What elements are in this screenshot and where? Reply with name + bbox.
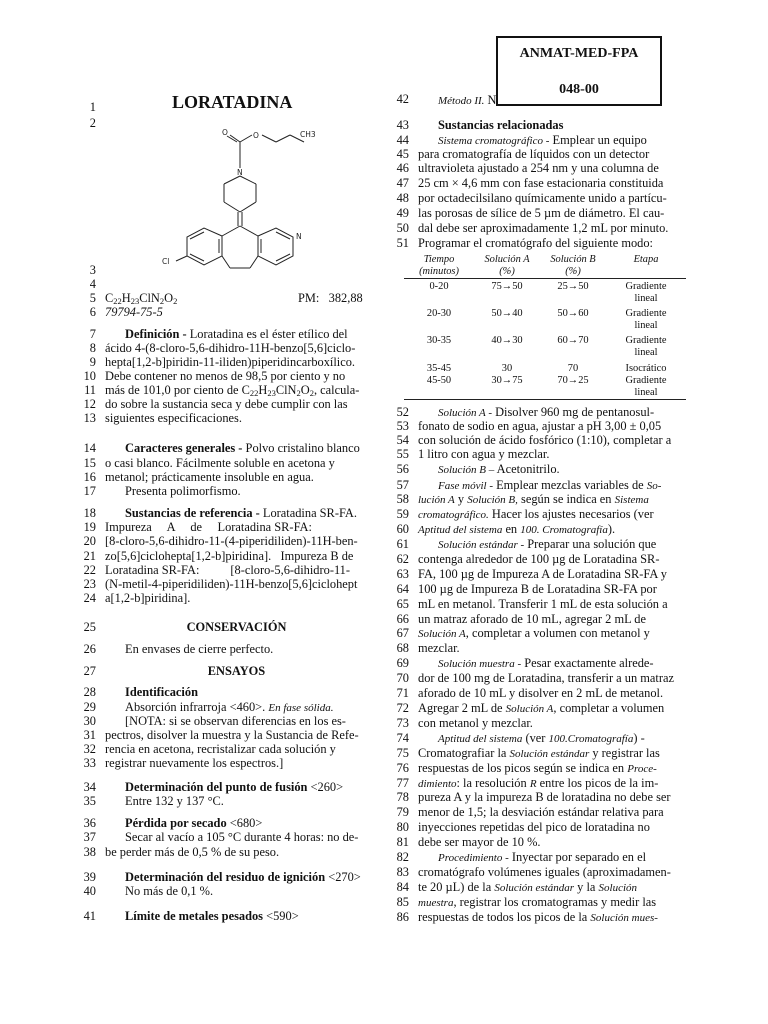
sistema-line-8: Programar el cromatógrafo del siguiente modo: <box>418 236 654 250</box>
procedimiento-line-4: muestra, registrar los cromatogramas y medir las <box>418 895 657 909</box>
left-line-numbers: 1 2 3 4 5 6 7 8 9 10 11 12 13 14 15 16 17 18 19 20 21 22 23 24 25 26 27 28 29 30 31 32 33 34 35 36 37 38 39 40 41 <box>83 100 96 923</box>
sustancias-line-1: Sustancias de referencia - Loratadina SR-FA. <box>125 506 357 520</box>
conservacion-heading: CONSERVACIÓN <box>186 620 287 634</box>
perdida-line-1: Secar al vacío a 105 °C durante 4 horas: no de- <box>125 830 359 844</box>
table-row: 45-50 30→75 70→25 Gradiente lineal <box>404 375 686 400</box>
aptitud-line-1: Aptitud del sistema (ver 100.Cromatografía) - <box>438 731 645 745</box>
definition-line-7: siguientes especificaciones. <box>105 411 242 425</box>
molecular-weight: PM: 382,88 <box>298 291 363 305</box>
solucion-estandar-line-3: FA, 100 µg de Impureza A de Loratadina SR-FA y <box>418 567 667 581</box>
ensayos-heading: ENSAYOS <box>207 664 266 678</box>
solucion-estandar-line-4: 100 µg de Impureza B de Loratadina SR-FA por <box>418 582 657 596</box>
definition-line-1: Definición - Loratadina es el éster etílico del <box>125 327 348 341</box>
gradient-table <box>404 254 686 400</box>
solucion-estandar-line-7: Solución A, completar a volumen con metanol y <box>418 626 650 640</box>
molecular-formula: $C_{22}H_{23}ClN_2O_2$ <box>105 291 178 306</box>
perdida-line-2: be perder más de 0,5 % de su peso. <box>105 845 280 859</box>
caracteres-line-3: metanol; prácticamente insoluble en agua. <box>105 470 314 484</box>
cas-number: 79794-75-5 <box>105 305 163 319</box>
solucion-estandar-line-6: un matraz aforado de 10 mL, agregar 2 mL de <box>418 612 646 626</box>
solucion-estandar-line-1: Solución estándar - Preparar una solución que <box>438 537 657 551</box>
ch3-label: CH3 <box>300 130 316 139</box>
document-code: ANMAT-MED-FPA <box>519 46 639 61</box>
document-number: 048-00 <box>559 82 599 97</box>
aptitud-line-8: debe ser mayor de 10 %. <box>418 835 541 849</box>
fase-movil-line-2: lución A y Solución B, según se indica en Sistema <box>418 492 649 506</box>
left-column <box>105 0 368 1024</box>
definition-line-4: Debe contener no menos de 98,5 por ciento y no <box>105 369 346 383</box>
table-row: 0-20 75→50 25→50 Gradiente lineal <box>429 281 667 304</box>
solucion-a-line-2: fonato de sodio en agua, ajustar a pH 3,00 ± 0,05 <box>418 419 662 433</box>
identificacion-line-1: Absorción infrarroja <460>. En fase sólida. <box>125 700 334 714</box>
sistema-line-3: ultravioleta ajustado a 254 nm y una columna de <box>418 161 659 175</box>
cl-label: Cl <box>162 257 170 266</box>
aptitud-line-7: inyecciones repetidas del pico de loratadina no <box>418 820 650 834</box>
aptitud-line-3: respuestas de los picos según se indica en Proce- <box>418 761 657 775</box>
caracteres-line-1: Caracteres generales - Polvo cristalino blanco <box>125 441 360 455</box>
caracteres-line-4: Presenta polimorfismo. <box>125 484 241 498</box>
page-title: LORATADINA <box>172 92 293 112</box>
right-line-numbers: 42 43 44 45 46 47 48 49 50 51 52 53 54 55 56 57 58 59 60 61 62 63 64 65 66 67 68 69 70 71 72 73 74 75 76 77 78 79 80 81 82 83 84 85 86 <box>396 92 409 924</box>
solucion-estandar-line-5: mL en metanol. Transferir 1 mL de esta solución a <box>418 597 668 611</box>
solucion-a-line-1: Solución A - Disolver 960 mg de pentanosul- <box>438 405 655 419</box>
residuo-heading: Determinación del residuo de ignición <270> <box>125 870 361 884</box>
metodo-line: Método II. N <box>438 93 497 107</box>
procedimiento-line-1: Procedimiento - Inyectar por separado en el <box>438 850 647 864</box>
solucion-muestra-line-5: con metanol y mezclar. <box>418 716 533 730</box>
solucion-a-line-3: con solución de ácido fosfórico (1:10), completar a <box>418 433 672 447</box>
definition-line-5: más de 101,0 por ciento de $C_{22}H_{23}ClN_2O_2$, calcula- <box>105 383 360 398</box>
sustancias-line-3: [8-cloro-5,6-dihidro-11-(4-piperidiliden)-11H-ben- <box>105 534 358 548</box>
fase-movil-line-1: Fase móvil - Emplear mezclas variables de So- <box>438 478 662 492</box>
sustancias-line-2: Impureza A de Loratadina SR-FA: <box>105 520 312 534</box>
identificacion-line-3: pectros, disolver la muestra y la Sustancia de Refe- <box>105 728 359 742</box>
solucion-muestra-line-1: Solución muestra - Pesar exactamente alrede- <box>438 656 654 670</box>
solucion-muestra-line-2: dor de 100 mg de Loratadina, transferir a un matraz <box>418 671 674 685</box>
solucion-a-line-4: 1 litro con agua y mezclar. <box>418 447 550 461</box>
fase-movil-line-4: Aptitud del sistema en 100. Cromatografía). <box>418 522 616 536</box>
table-row: 20-30 50→40 50→60 Gradiente lineal <box>426 308 667 331</box>
table-header: Solución A (%) <box>484 254 530 277</box>
fusion-heading: Determinación del punto de fusión <260> <box>125 780 344 794</box>
definition-line-3: hepta[1,2-b]piridin-11-iliden)piperidincarboxílico. <box>105 355 356 369</box>
n-pyridine-label: N <box>296 232 302 241</box>
sustancias-line-4: zo[5,6]ciclohepta[1,2-b]piridina]. Impureza B de <box>105 549 354 563</box>
aptitud-line-2: Cromatografiar la Solución estándar y registrar las <box>418 746 660 760</box>
sistema-line-4: 25 cm × 4,6 mm con fase estacionaria constituida <box>418 176 664 190</box>
solucion-muestra-line-3: aforado de 10 mL y disolver en 2 mL de metanol. <box>418 686 664 700</box>
identificacion-heading: Identificación <box>125 685 198 699</box>
solucion-estandar-line-8: mezclar. <box>418 641 460 655</box>
right-column <box>418 0 680 1024</box>
table-header: Solución B (%) <box>550 254 596 277</box>
solucion-muestra-line-4: Agregar 2 mL de Solución A, completar a volumen <box>418 701 665 715</box>
residuo-text: No más de 0,1 %. <box>125 884 214 898</box>
perdida-heading: Pérdida por secado <680> <box>125 816 263 830</box>
n-piperidine-label: N <box>237 168 243 177</box>
table-row: 30-35 40→30 60→70 Gradiente lineal <box>426 335 667 358</box>
metales-heading: Límite de metales pesados <590> <box>125 909 299 923</box>
procedimiento-line-2: cromatógrafo volúmenes iguales (aproximadamen- <box>418 865 671 879</box>
caracteres-line-2: o casi blanco. Fácilmente soluble en acetona y <box>105 456 335 470</box>
aptitud-line-4: dimiento: la resolución R entre los picos de la im- <box>418 776 659 790</box>
sistema-line-1: Sistema cromatográfico - Emplear un equipo <box>438 133 647 147</box>
solucion-estandar-line-2: contenga alrededor de 100 µg de Loratadina SR- <box>418 552 660 566</box>
aptitud-line-6: menor de 1,5; la desviación estándar relativa para <box>418 805 664 819</box>
sustancias-line-7: a[1,2-b]piridina]. <box>105 591 191 605</box>
fusion-text: Entre 132 y 137 °C. <box>125 794 224 808</box>
sistema-line-6: las porosas de sílice de 5 µm de diámetro. El cau- <box>418 206 665 220</box>
identificacion-line-4: rencia en acetona, recristalizar cada solución y <box>105 742 336 756</box>
sustancias-line-6: (N-metil-4-piperidiliden)-11H-benzo[5,6]ciclohept <box>105 577 358 591</box>
table-row: 35-45 30 70 Isocrático <box>426 363 667 374</box>
fase-movil-line-3: cromatográfico. Hacer los ajustes necesarios (ver <box>418 507 654 521</box>
procedimiento-line-5: respuestas de todos los picos de la Solución mues- <box>418 910 658 924</box>
identificacion-line-5: registrar nuevamente los espectros.] <box>105 756 284 770</box>
o-ester-label: O <box>253 131 259 140</box>
definition-line-6: do sobre la sustancia seca y debe cumplir con las <box>105 397 348 411</box>
definition-line-2: ácido 4-(8-cloro-5,6-dihidro-11H-benzo[5,6]ciclo- <box>105 341 356 355</box>
procedimiento-line-3: te 20 µL) de la Solución estándar y la Solución <box>418 880 638 894</box>
solucion-b-line: Solución B – Acetonitrilo. <box>438 462 560 476</box>
table-header: Tiempo (minutos) <box>419 254 459 277</box>
sistema-line-7: dal debe ser aproximadamente 1,2 mL por minuto. <box>418 221 669 235</box>
sustancias-relacionadas-heading: Sustancias relacionadas <box>438 118 564 132</box>
o-carbonyl-label: O <box>222 128 228 137</box>
conservacion-text: En envases de cierre perfecto. <box>125 642 274 656</box>
sustancias-line-5: Loratadina SR-FA: [8-cloro-5,6-dihidro-11- <box>105 563 351 577</box>
sistema-line-5: por octadecilsilano químicamente unido a partícu- <box>418 191 667 205</box>
table-header-row <box>404 254 686 279</box>
aptitud-line-5: pureza A y la impureza B de loratadina no debe ser <box>418 790 671 804</box>
sistema-line-2: para cromatografía de líquidos con un detector <box>418 147 650 161</box>
identificacion-line-2: [NOTA: si se observan diferencias en los es- <box>125 714 346 728</box>
table-header: Etapa <box>633 254 659 265</box>
